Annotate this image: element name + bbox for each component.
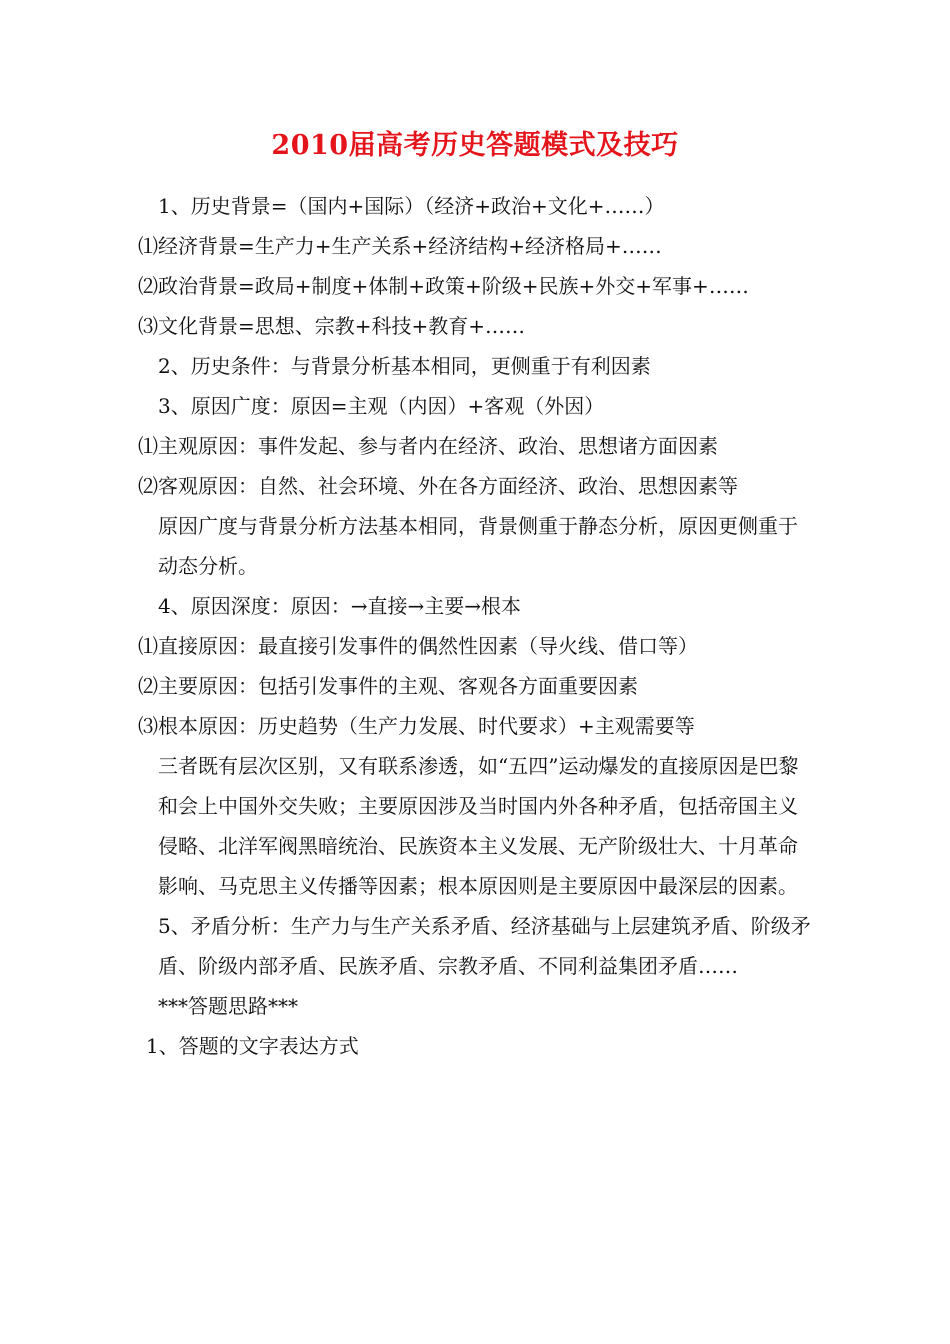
- paragraph-answer-expression: 1、答题的文字表达方式: [146, 1034, 359, 1058]
- document-title: 2010届高考历史答题模式及技巧: [271, 130, 679, 161]
- paragraph-root-cause: ⑶根本原因：历史趋势（生产力发展、时代要求）+主观需要等: [138, 714, 695, 738]
- paragraph-direct-cause: ⑴直接原因：最直接引发事件的偶然性因素（导火线、借口等）: [138, 634, 698, 658]
- paragraph-economic-background: ⑴经济背景=生产力+生产关系+经济结构+经济格局+……: [138, 234, 662, 258]
- paragraph-contradiction: 5、矛盾分析：生产力与生产关系矛盾、经济基础与上层建筑矛盾、阶级矛盾、阶级内部矛盾、民族矛盾、宗教矛盾、不同利益集团矛盾……: [158, 914, 811, 978]
- paragraph-breadth-note: 原因广度与背景分析方法基本相同，背景侧重于静态分析，原因更侧重于动态分析。: [158, 514, 798, 578]
- paragraph-three-levels: 三者既有层次区别，又有联系渗透，如“五四”运动爆发的直接原因是巴黎和会上中国外交失败；主要原因涉及当时国内外各种矛盾，包括帝国主义侵略、北洋军阀黑暗统治、民族资本主义发展、无产阶级壮大、十月革命影响、马克思主义传播等因素；根本原因则是主要原因中最深层的因素。: [158, 754, 799, 898]
- paragraph-cause-breadth: 3、原因广度：原因=主观（内因）+客观（外因）: [158, 394, 605, 418]
- paragraph-political-background: ⑵政治背景=政局+制度+体制+政策+阶级+民族+外交+军事+……: [138, 274, 749, 298]
- paragraph-answer-approach-heading: ***答题思路***: [158, 994, 298, 1018]
- paragraph-cause-depth: 4、原因深度：原因：→直接→主要→根本: [158, 594, 521, 618]
- paragraph-conditions: 2、历史条件：与背景分析基本相同，更侧重于有利因素: [158, 354, 651, 378]
- document-body: [138, 186, 814, 1066]
- paragraph-background: 1、历史背景=（国内+国际）（经济+政治+文化+……）: [158, 194, 665, 218]
- paragraph-objective-cause: ⑵客观原因：自然、社会环境、外在各方面经济、政治、思想因素等: [138, 474, 738, 498]
- paragraph-main-cause: ⑵主要原因：包括引发事件的主观、客观各方面重要因素: [138, 674, 638, 698]
- paragraph-cultural-background: ⑶文化背景=思想、宗教+科技+教育+……: [138, 314, 526, 338]
- paragraph-subjective-cause: ⑴主观原因：事件发起、参与者内在经济、政治、思想诸方面因素: [138, 434, 718, 458]
